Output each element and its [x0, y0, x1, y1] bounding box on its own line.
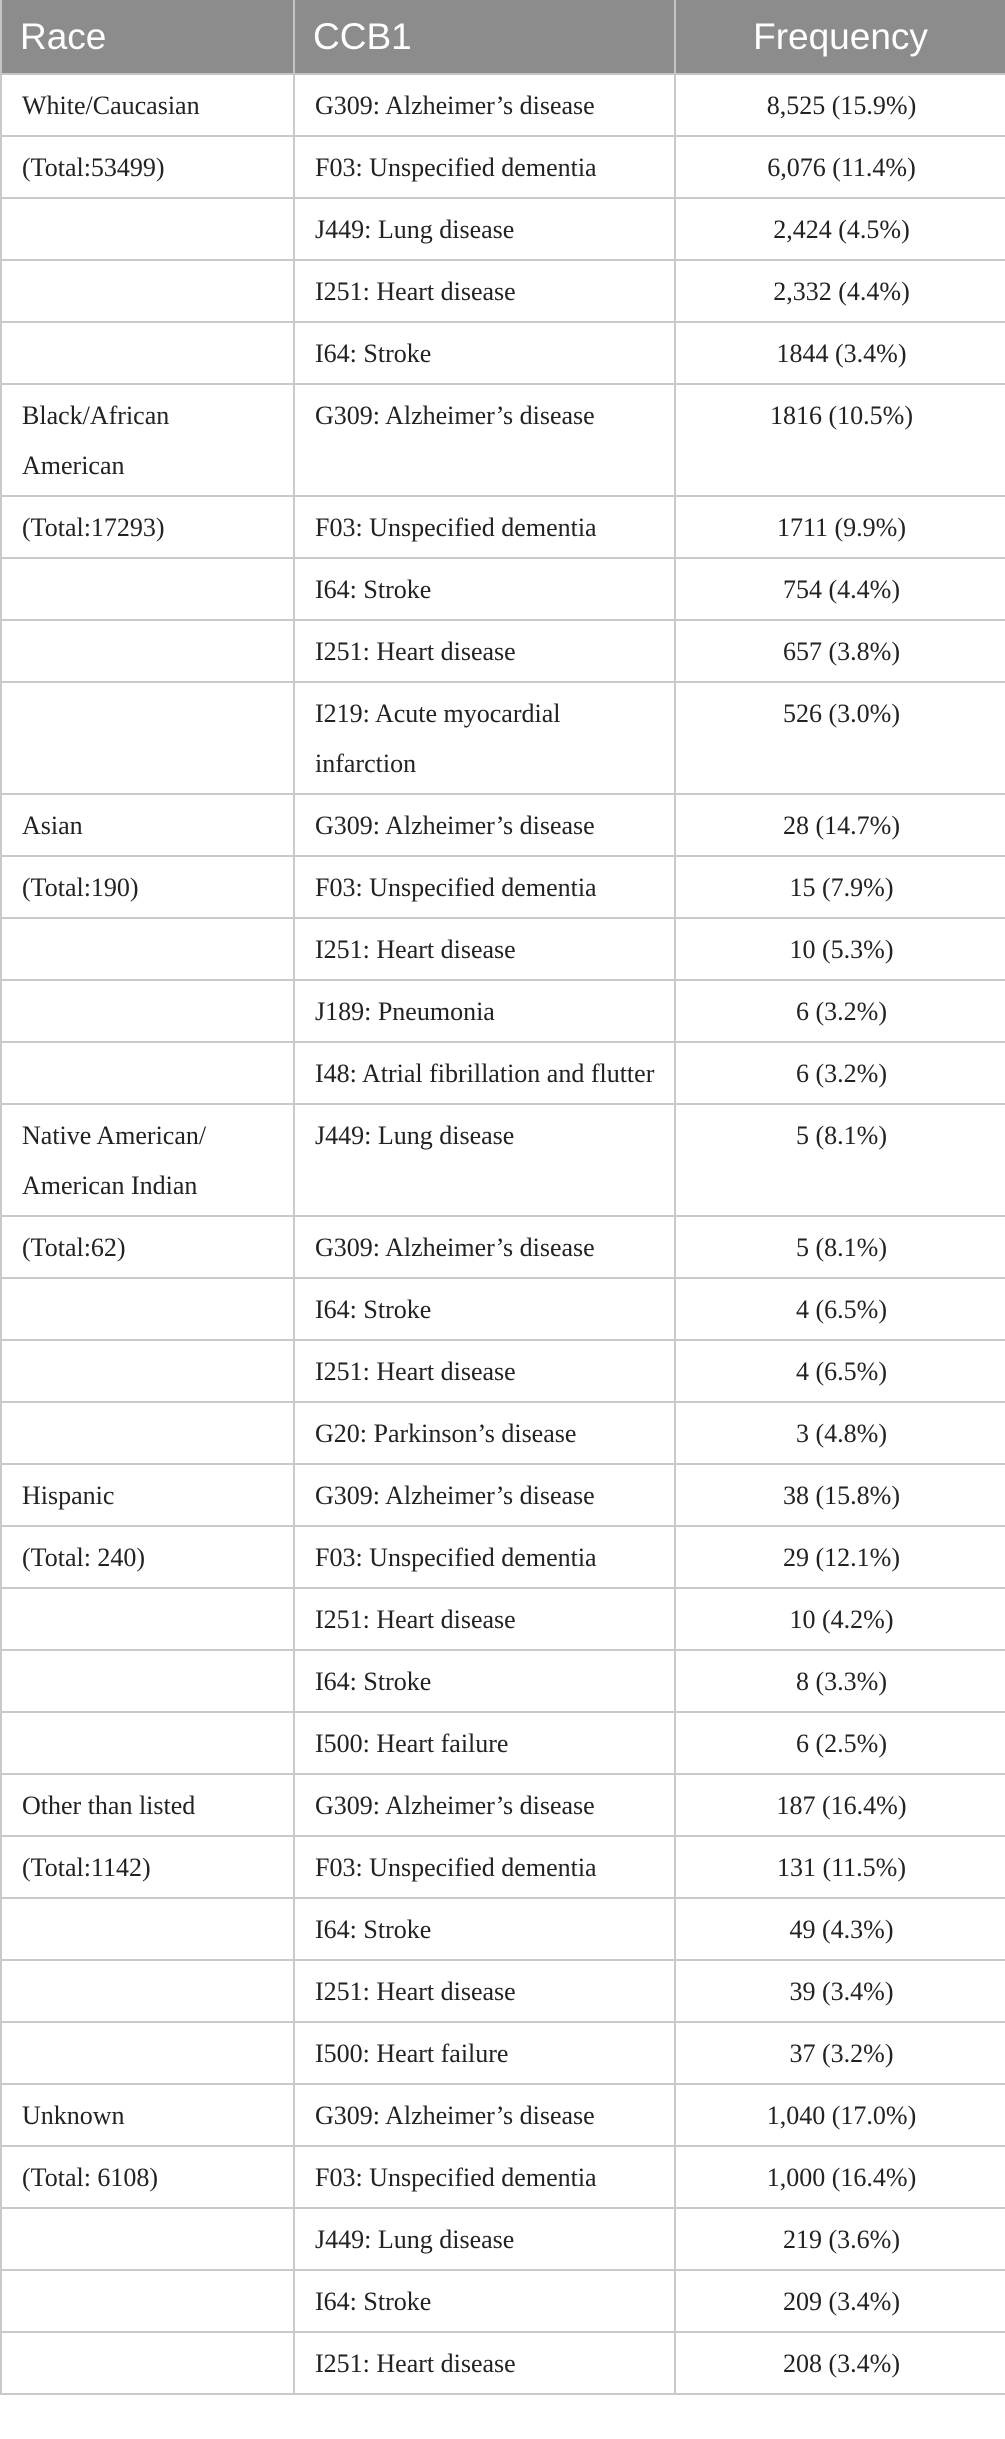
frequency-cell: 2,332 (4.4%)	[675, 260, 1005, 322]
frequency-cell: 37 (3.2%)	[675, 2022, 1005, 2084]
table-row	[1, 1588, 1005, 1650]
table-row	[1, 74, 1005, 136]
table-row	[1, 322, 1005, 384]
table-row	[1, 558, 1005, 620]
frequency-cell: 3 (4.8%)	[675, 1402, 1005, 1464]
race-cell: (Total:62)	[1, 1216, 294, 1278]
ccb-cell: G309: Alzheimer’s disease	[294, 794, 675, 856]
table-row	[1, 1104, 1005, 1216]
table-row	[1, 260, 1005, 322]
race-cell: Native American/ American Indian	[1, 1104, 294, 1216]
table-body	[1, 74, 1005, 2394]
frequency-cell: 15 (7.9%)	[675, 856, 1005, 918]
frequency-cell: 1711 (9.9%)	[675, 496, 1005, 558]
frequency-cell: 187 (16.4%)	[675, 1774, 1005, 1836]
ccb-cell: G309: Alzheimer’s disease	[294, 384, 675, 496]
table-row	[1, 1650, 1005, 1712]
ccb-cell: I251: Heart disease	[294, 918, 675, 980]
ccb-cell: F03: Unspecified dementia	[294, 496, 675, 558]
table-row	[1, 136, 1005, 198]
race-cell	[1, 980, 294, 1042]
race-cell	[1, 918, 294, 980]
table-row	[1, 198, 1005, 260]
ccb-cell: I48: Atrial fibrillation and flutter	[294, 1042, 675, 1104]
race-cell	[1, 1278, 294, 1340]
race-cell	[1, 1712, 294, 1774]
frequency-cell: 1816 (10.5%)	[675, 384, 1005, 496]
table-row	[1, 1836, 1005, 1898]
table-row	[1, 384, 1005, 496]
table-row	[1, 918, 1005, 980]
ccb-cell: I251: Heart disease	[294, 1340, 675, 1402]
frequency-cell: 1,040 (17.0%)	[675, 2084, 1005, 2146]
race-cell	[1, 198, 294, 260]
table-row	[1, 2270, 1005, 2332]
table-row	[1, 1216, 1005, 1278]
ccb-cell: I251: Heart disease	[294, 1588, 675, 1650]
race-cell	[1, 1960, 294, 2022]
table-row	[1, 794, 1005, 856]
race-cell	[1, 322, 294, 384]
frequency-cell: 1844 (3.4%)	[675, 322, 1005, 384]
ccb-cell: I219: Acute myocardial infarction	[294, 682, 675, 794]
race-cell: Asian	[1, 794, 294, 856]
table-row	[1, 620, 1005, 682]
ccb-cell: I64: Stroke	[294, 2270, 675, 2332]
race-cell: (Total:1142)	[1, 1836, 294, 1898]
table-header	[1, 0, 1005, 74]
race-cell: (Total: 6108)	[1, 2146, 294, 2208]
frequency-cell: 49 (4.3%)	[675, 1898, 1005, 1960]
race-cell: Unknown	[1, 2084, 294, 2146]
table-row	[1, 1712, 1005, 1774]
ccb-cell: F03: Unspecified dementia	[294, 2146, 675, 2208]
frequency-cell: 38 (15.8%)	[675, 1464, 1005, 1526]
frequency-cell: 39 (3.4%)	[675, 1960, 1005, 2022]
ccb-cell: I251: Heart disease	[294, 2332, 675, 2394]
race-cell: Hispanic	[1, 1464, 294, 1526]
ccb-cell: J449: Lung disease	[294, 2208, 675, 2270]
race-cell	[1, 620, 294, 682]
table-row	[1, 682, 1005, 794]
frequency-cell: 6 (3.2%)	[675, 980, 1005, 1042]
race-cell	[1, 2332, 294, 2394]
ccb-cell: I500: Heart failure	[294, 1712, 675, 1774]
race-cell	[1, 2270, 294, 2332]
table-row	[1, 1340, 1005, 1402]
frequency-cell: 4 (6.5%)	[675, 1340, 1005, 1402]
table-row	[1, 1898, 1005, 1960]
frequency-cell: 131 (11.5%)	[675, 1836, 1005, 1898]
ccb-cell: J449: Lung disease	[294, 1104, 675, 1216]
table-row	[1, 1774, 1005, 1836]
frequency-cell: 5 (8.1%)	[675, 1216, 1005, 1278]
frequency-cell: 10 (4.2%)	[675, 1588, 1005, 1650]
race-cell	[1, 1588, 294, 1650]
header-ccb1: CCB1	[294, 0, 675, 74]
frequency-cell: 657 (3.8%)	[675, 620, 1005, 682]
ccb-cell: G309: Alzheimer’s disease	[294, 74, 675, 136]
table-row	[1, 1042, 1005, 1104]
ccb-cell: I64: Stroke	[294, 1650, 675, 1712]
table-row	[1, 1402, 1005, 1464]
table-row	[1, 2022, 1005, 2084]
race-cell: (Total:53499)	[1, 136, 294, 198]
frequency-cell: 754 (4.4%)	[675, 558, 1005, 620]
frequency-cell: 8 (3.3%)	[675, 1650, 1005, 1712]
ccb-cell: I64: Stroke	[294, 1278, 675, 1340]
ccb-cell: I500: Heart failure	[294, 2022, 675, 2084]
frequency-cell: 10 (5.3%)	[675, 918, 1005, 980]
race-cell: (Total:190)	[1, 856, 294, 918]
race-cell: Black/African American	[1, 384, 294, 496]
ccb-cell: I64: Stroke	[294, 322, 675, 384]
frequency-cell: 1,000 (16.4%)	[675, 2146, 1005, 2208]
ccb-cell: G20: Parkinson’s disease	[294, 1402, 675, 1464]
ccb-cell: I251: Heart disease	[294, 260, 675, 322]
header-frequency: Frequency	[675, 0, 1005, 74]
frequency-cell: 5 (8.1%)	[675, 1104, 1005, 1216]
race-cell	[1, 682, 294, 794]
header-row	[1, 0, 1005, 74]
race-cell	[1, 1898, 294, 1960]
frequency-cell: 28 (14.7%)	[675, 794, 1005, 856]
race-cell	[1, 1042, 294, 1104]
ccb-cell: I251: Heart disease	[294, 620, 675, 682]
frequency-cell: 219 (3.6%)	[675, 2208, 1005, 2270]
race-cell	[1, 1650, 294, 1712]
ccb-cell: G309: Alzheimer’s disease	[294, 2084, 675, 2146]
ccb-cell: G309: Alzheimer’s disease	[294, 1216, 675, 1278]
table-row	[1, 496, 1005, 558]
ccb-cell: F03: Unspecified dementia	[294, 136, 675, 198]
ccb-cell: G309: Alzheimer’s disease	[294, 1464, 675, 1526]
table-row	[1, 1526, 1005, 1588]
ccb-cell: G309: Alzheimer’s disease	[294, 1774, 675, 1836]
race-cell: (Total:17293)	[1, 496, 294, 558]
race-cell	[1, 558, 294, 620]
table-row	[1, 2208, 1005, 2270]
frequency-cell: 2,424 (4.5%)	[675, 198, 1005, 260]
race-cell	[1, 1402, 294, 1464]
race-cell: (Total: 240)	[1, 1526, 294, 1588]
ccb-cell: F03: Unspecified dementia	[294, 1836, 675, 1898]
table-row	[1, 1960, 1005, 2022]
frequency-cell: 6 (3.2%)	[675, 1042, 1005, 1104]
table-row	[1, 2084, 1005, 2146]
race-cell	[1, 260, 294, 322]
race-cell: White/Caucasian	[1, 74, 294, 136]
frequency-cell: 208 (3.4%)	[675, 2332, 1005, 2394]
ccb-cell: I64: Stroke	[294, 558, 675, 620]
frequency-cell: 29 (12.1%)	[675, 1526, 1005, 1588]
ccb-cell: F03: Unspecified dementia	[294, 1526, 675, 1588]
table-row	[1, 980, 1005, 1042]
frequency-cell: 6,076 (11.4%)	[675, 136, 1005, 198]
ccb-cell: I64: Stroke	[294, 1898, 675, 1960]
table-row	[1, 2146, 1005, 2208]
table-row	[1, 1464, 1005, 1526]
frequency-cell: 209 (3.4%)	[675, 2270, 1005, 2332]
frequency-cell: 4 (6.5%)	[675, 1278, 1005, 1340]
race-cell: Other than listed	[1, 1774, 294, 1836]
frequency-cell: 8,525 (15.9%)	[675, 74, 1005, 136]
race-cell	[1, 1340, 294, 1402]
ccb-cell: J189: Pneumonia	[294, 980, 675, 1042]
header-race: Race	[1, 0, 294, 74]
ccb-cell: I251: Heart disease	[294, 1960, 675, 2022]
table-row	[1, 856, 1005, 918]
table-row	[1, 2332, 1005, 2394]
ccb-cell: J449: Lung disease	[294, 198, 675, 260]
frequency-cell: 6 (2.5%)	[675, 1712, 1005, 1774]
frequency-cell: 526 (3.0%)	[675, 682, 1005, 794]
race-cell	[1, 2208, 294, 2270]
race-cell	[1, 2022, 294, 2084]
table-row	[1, 1278, 1005, 1340]
ccb-cell: F03: Unspecified dementia	[294, 856, 675, 918]
